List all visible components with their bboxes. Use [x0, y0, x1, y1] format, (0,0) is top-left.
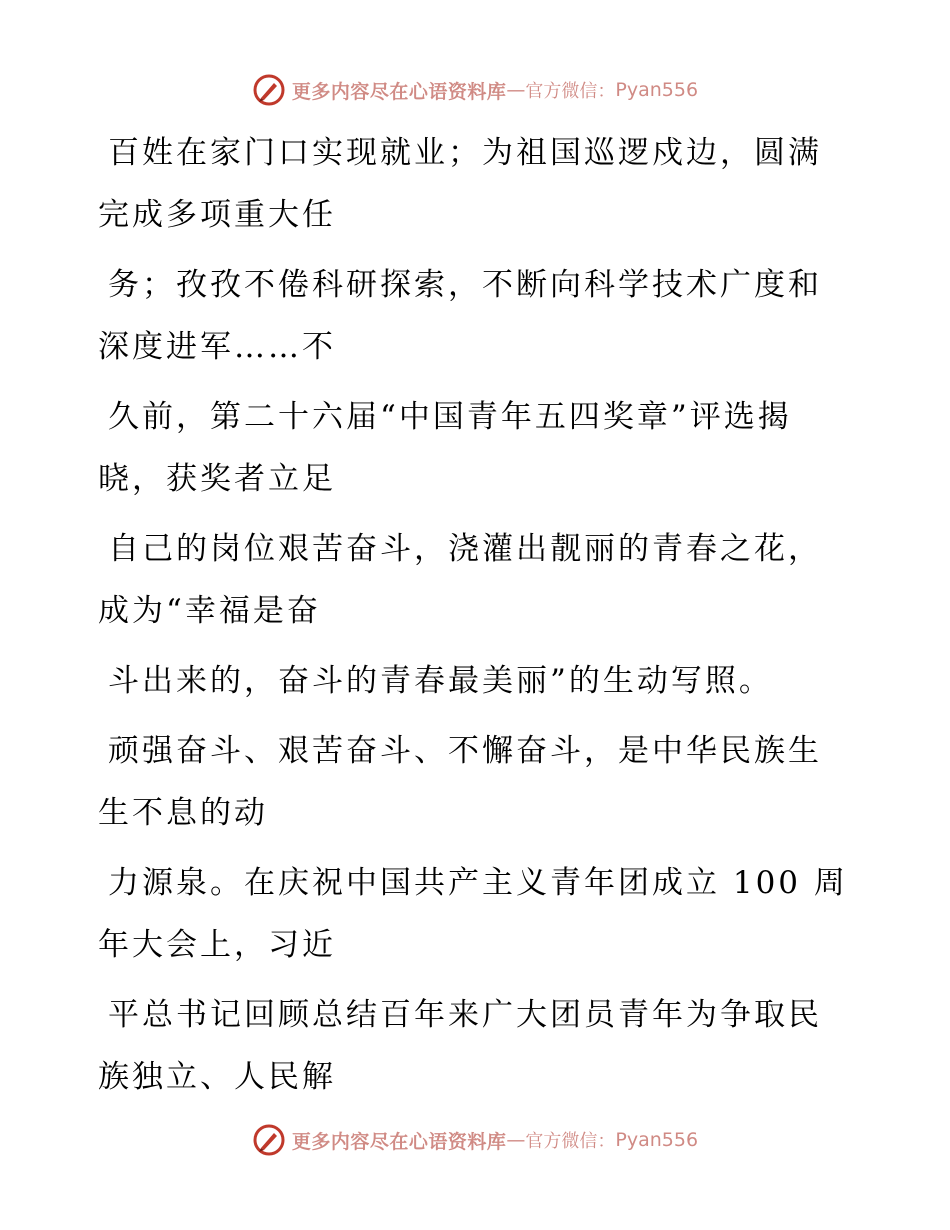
text-line: 自己的岗位艰苦奋斗，浇灌出靓丽的青春之花， [108, 531, 822, 567]
text-line: 顽强奋斗、艰苦奋斗、不懈奋斗，是中华民族生 [108, 733, 822, 769]
text-line: 完成多项重大任 [98, 197, 336, 233]
footer-watermark-banner [0, 1120, 950, 1160]
text-line: 年大会上，习近 [98, 927, 336, 963]
text-line: 生不息的动 [98, 795, 268, 831]
text-line: 族独立、人民解 [98, 1059, 336, 1095]
banner-separator: — [506, 79, 526, 101]
banner-wechat-label: 官方微信： [525, 81, 616, 102]
text-line: 平总书记回顾总结百年来广大团员青年为争取民 [108, 997, 822, 1033]
text-line: 力源泉。在庆祝中国共产主义青年团成立 100 周 [108, 865, 848, 901]
document-body [98, 122, 858, 1108]
banner-separator: — [506, 1129, 526, 1151]
text-line: 深度进军……不 [98, 329, 336, 365]
banner-wechat-id: Pyan556 [615, 79, 699, 101]
text-line: 晓，获奖者立足 [98, 461, 336, 497]
text-line: 百姓在家门口实现就业；为祖国巡逻戍边，圆满 [108, 135, 822, 171]
banner-title: 更多内容尽在心语资料库 [291, 1130, 507, 1153]
text-line: 久前，第二十六届“中国青年五四奖章”评选揭 [108, 399, 792, 435]
text-line: 斗出来的，奋斗的青春最美丽”的生动写照。 [108, 663, 773, 699]
header-watermark-banner [0, 70, 950, 110]
banner-wechat-id: Pyan556 [615, 1129, 699, 1151]
pen-logo-icon [252, 1123, 286, 1157]
text-line: 务；孜孜不倦科研探索，不断向科学技术广度和 [108, 267, 822, 303]
banner-title: 更多内容尽在心语资料库 [291, 80, 507, 103]
pen-logo-icon [252, 73, 286, 107]
text-line: 成为“幸福是奋 [98, 593, 321, 629]
banner-wechat-label: 官方微信： [525, 1131, 616, 1152]
